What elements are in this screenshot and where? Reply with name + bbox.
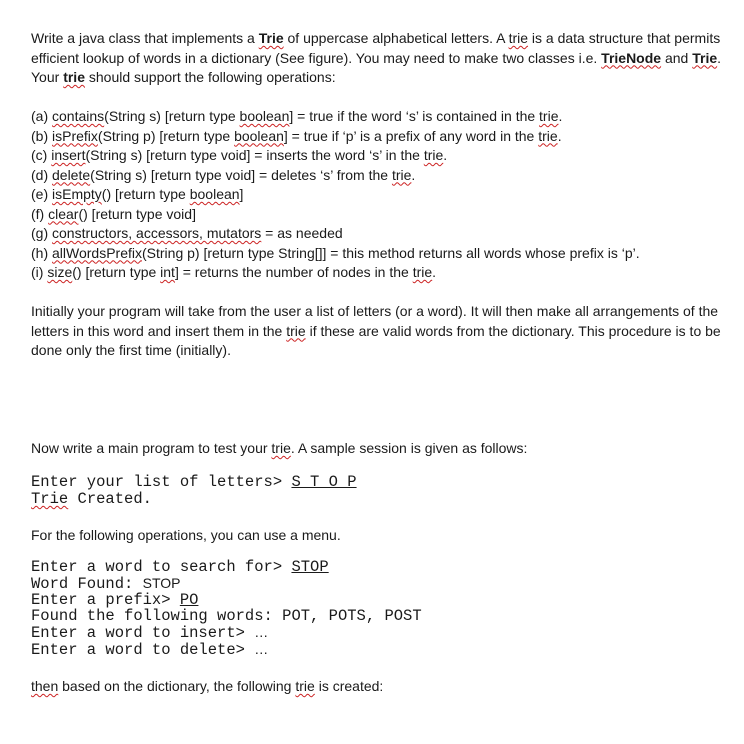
op-end: . <box>432 264 437 280</box>
op-letter: (g) <box>31 225 52 241</box>
op-desc: [return type void] <box>87 205 196 222</box>
op-letter: (b) <box>31 127 52 144</box>
op-trie-word: trie <box>539 108 559 124</box>
search-prompt: Enter a word to search for> <box>31 558 292 576</box>
then-word: then <box>31 678 59 694</box>
op-end: . <box>443 147 448 163</box>
op-desc-2: ] = true if ‘p’ is a prefix of any word in the <box>283 127 539 144</box>
op-trie-word: trie <box>538 127 558 144</box>
operation-insert <box>31 146 731 166</box>
op-letter: (i) <box>31 264 48 280</box>
initialization-paragraph <box>31 302 721 361</box>
operation-contains <box>31 107 731 127</box>
intro-text-3: is a data structure that permits efficient lookup of words in a dictionary (See figure). You may need to make two classes i.e. <box>31 30 721 66</box>
trie-created-word: Trie <box>31 490 69 508</box>
last-text-1: based on the dictionary, the following <box>58 678 296 694</box>
op-name: delete <box>52 166 91 183</box>
op-desc-2: ] = true if the word ‘s’ is contained in the <box>289 108 540 124</box>
op-return-type: boolean <box>239 108 290 124</box>
op-trie-word: trie <box>391 166 412 183</box>
intro-paragraph <box>31 29 721 88</box>
intro-text-6: should support the following operations: <box>84 69 336 85</box>
operation-size <box>31 263 731 283</box>
operation-isprefix <box>31 127 731 147</box>
search-input-value: STOP <box>291 558 329 576</box>
op-return-type: boolean <box>189 186 240 202</box>
para3-text-2: . A sample session is given as follows: <box>290 440 528 456</box>
delete-prompt: Enter a word to delete> <box>31 641 255 659</box>
intro-trie-word-2: trie <box>63 69 85 85</box>
op-end: . <box>558 108 563 124</box>
op-return-type: boolean <box>234 127 284 144</box>
word-found-value: STOP <box>142 575 181 591</box>
op-args: (String s) <box>104 108 161 124</box>
op-desc-2: ] <box>239 186 244 202</box>
op-desc: [return type <box>160 108 240 124</box>
found-words-line: Found the following words: POT, POTS, POST <box>31 607 422 625</box>
op-desc: [return type <box>81 264 161 280</box>
op-name: insert <box>51 147 86 163</box>
op-letter: (d) <box>31 166 52 183</box>
op-args: () <box>101 186 112 202</box>
op-end: . <box>557 127 562 144</box>
op-trie-word: trie <box>423 147 444 163</box>
op-desc: [return type String[]] = this method returns all words whose prefix is ‘p’. <box>199 244 640 261</box>
main-program-paragraph <box>31 439 721 459</box>
operations-list <box>31 107 731 283</box>
intro-trie-term: Trie <box>258 30 284 46</box>
prefix-prompt: Enter a prefix> <box>31 591 180 609</box>
sample-session-1 <box>31 474 357 508</box>
insert-input-value: … <box>254 624 269 640</box>
op-desc-2: ] = returns the number of nodes in the <box>174 264 413 280</box>
op-name: size <box>47 264 73 280</box>
menu-paragraph: For the following operations, you can use a menu. <box>31 527 341 543</box>
operation-clear <box>31 205 731 225</box>
op-desc: [return type void] = inserts the word ‘s’ in the <box>142 147 424 163</box>
para2-text-1: Initially your program will take from the user a list of letters (or a word). It will then make all arrangements of the letters in this word and insert them in the <box>31 303 719 339</box>
letters-prompt: Enter your list of letters> <box>31 473 292 491</box>
op-args: (String p) <box>97 127 156 144</box>
para3-text-1: Now write a main program to test your <box>31 440 272 456</box>
last-trie-word: trie <box>295 678 315 694</box>
para2-trie-word: trie <box>286 322 306 339</box>
para2-text-2: if these are valid words from the dictionary. This procedure is to be done only the first time (initially). <box>31 322 721 358</box>
op-desc: [return type <box>111 186 190 202</box>
op-return-type: int <box>160 264 175 280</box>
intro-text-1: Write a java class that implements a <box>31 30 259 46</box>
op-end: . <box>411 166 416 183</box>
op-letter: (f) <box>31 205 49 222</box>
created-text: Created. <box>68 490 152 508</box>
final-paragraph <box>31 677 383 696</box>
para3-trie-word: trie <box>271 440 291 456</box>
op-desc: [return type <box>155 127 235 144</box>
insert-prompt: Enter a word to insert> <box>31 624 255 642</box>
prefix-input-value: PO <box>179 591 199 609</box>
intro-text-5: . Your <box>31 49 722 85</box>
op-name: clear <box>48 205 79 222</box>
op-args: () <box>78 205 88 222</box>
operation-allwordsprefix <box>31 244 731 264</box>
op-name: constructors, accessors, mutators <box>52 225 262 241</box>
intro-trie-word: trie <box>508 30 529 46</box>
op-name: allWordsPrefix <box>52 244 142 261</box>
op-name: isEmpty <box>52 186 102 202</box>
op-letter: (h) <box>31 244 52 261</box>
letters-input: S T O P <box>291 473 357 491</box>
op-trie-word: trie <box>412 264 433 280</box>
trie-class-name: Trie <box>692 49 718 66</box>
operation-constructors <box>31 224 731 244</box>
sample-session-2 <box>31 559 422 658</box>
op-args: (String p) <box>142 244 200 261</box>
op-args: (String s) <box>85 147 143 163</box>
last-text-2: is created: <box>314 678 384 694</box>
intro-text-2: of uppercase alphabetical letters. A <box>283 30 509 46</box>
operation-isempty <box>31 185 731 205</box>
op-args: (String s) <box>90 166 147 183</box>
op-desc: = as needed <box>261 225 343 241</box>
op-name: contains <box>52 108 105 124</box>
trienode-class-name: TrieNode <box>601 49 662 66</box>
op-letter: (a) <box>31 108 52 124</box>
op-args: () <box>72 264 82 280</box>
op-desc: [return type void] = deletes ‘s’ from the <box>146 166 392 183</box>
delete-input-value: … <box>254 641 269 657</box>
op-letter: (c) <box>31 147 52 163</box>
word-found-label: Word Found: <box>31 575 143 593</box>
intro-text-4: and <box>661 49 693 66</box>
operation-delete <box>31 166 731 186</box>
op-letter: (e) <box>31 186 52 202</box>
op-name: isPrefix <box>52 127 98 144</box>
